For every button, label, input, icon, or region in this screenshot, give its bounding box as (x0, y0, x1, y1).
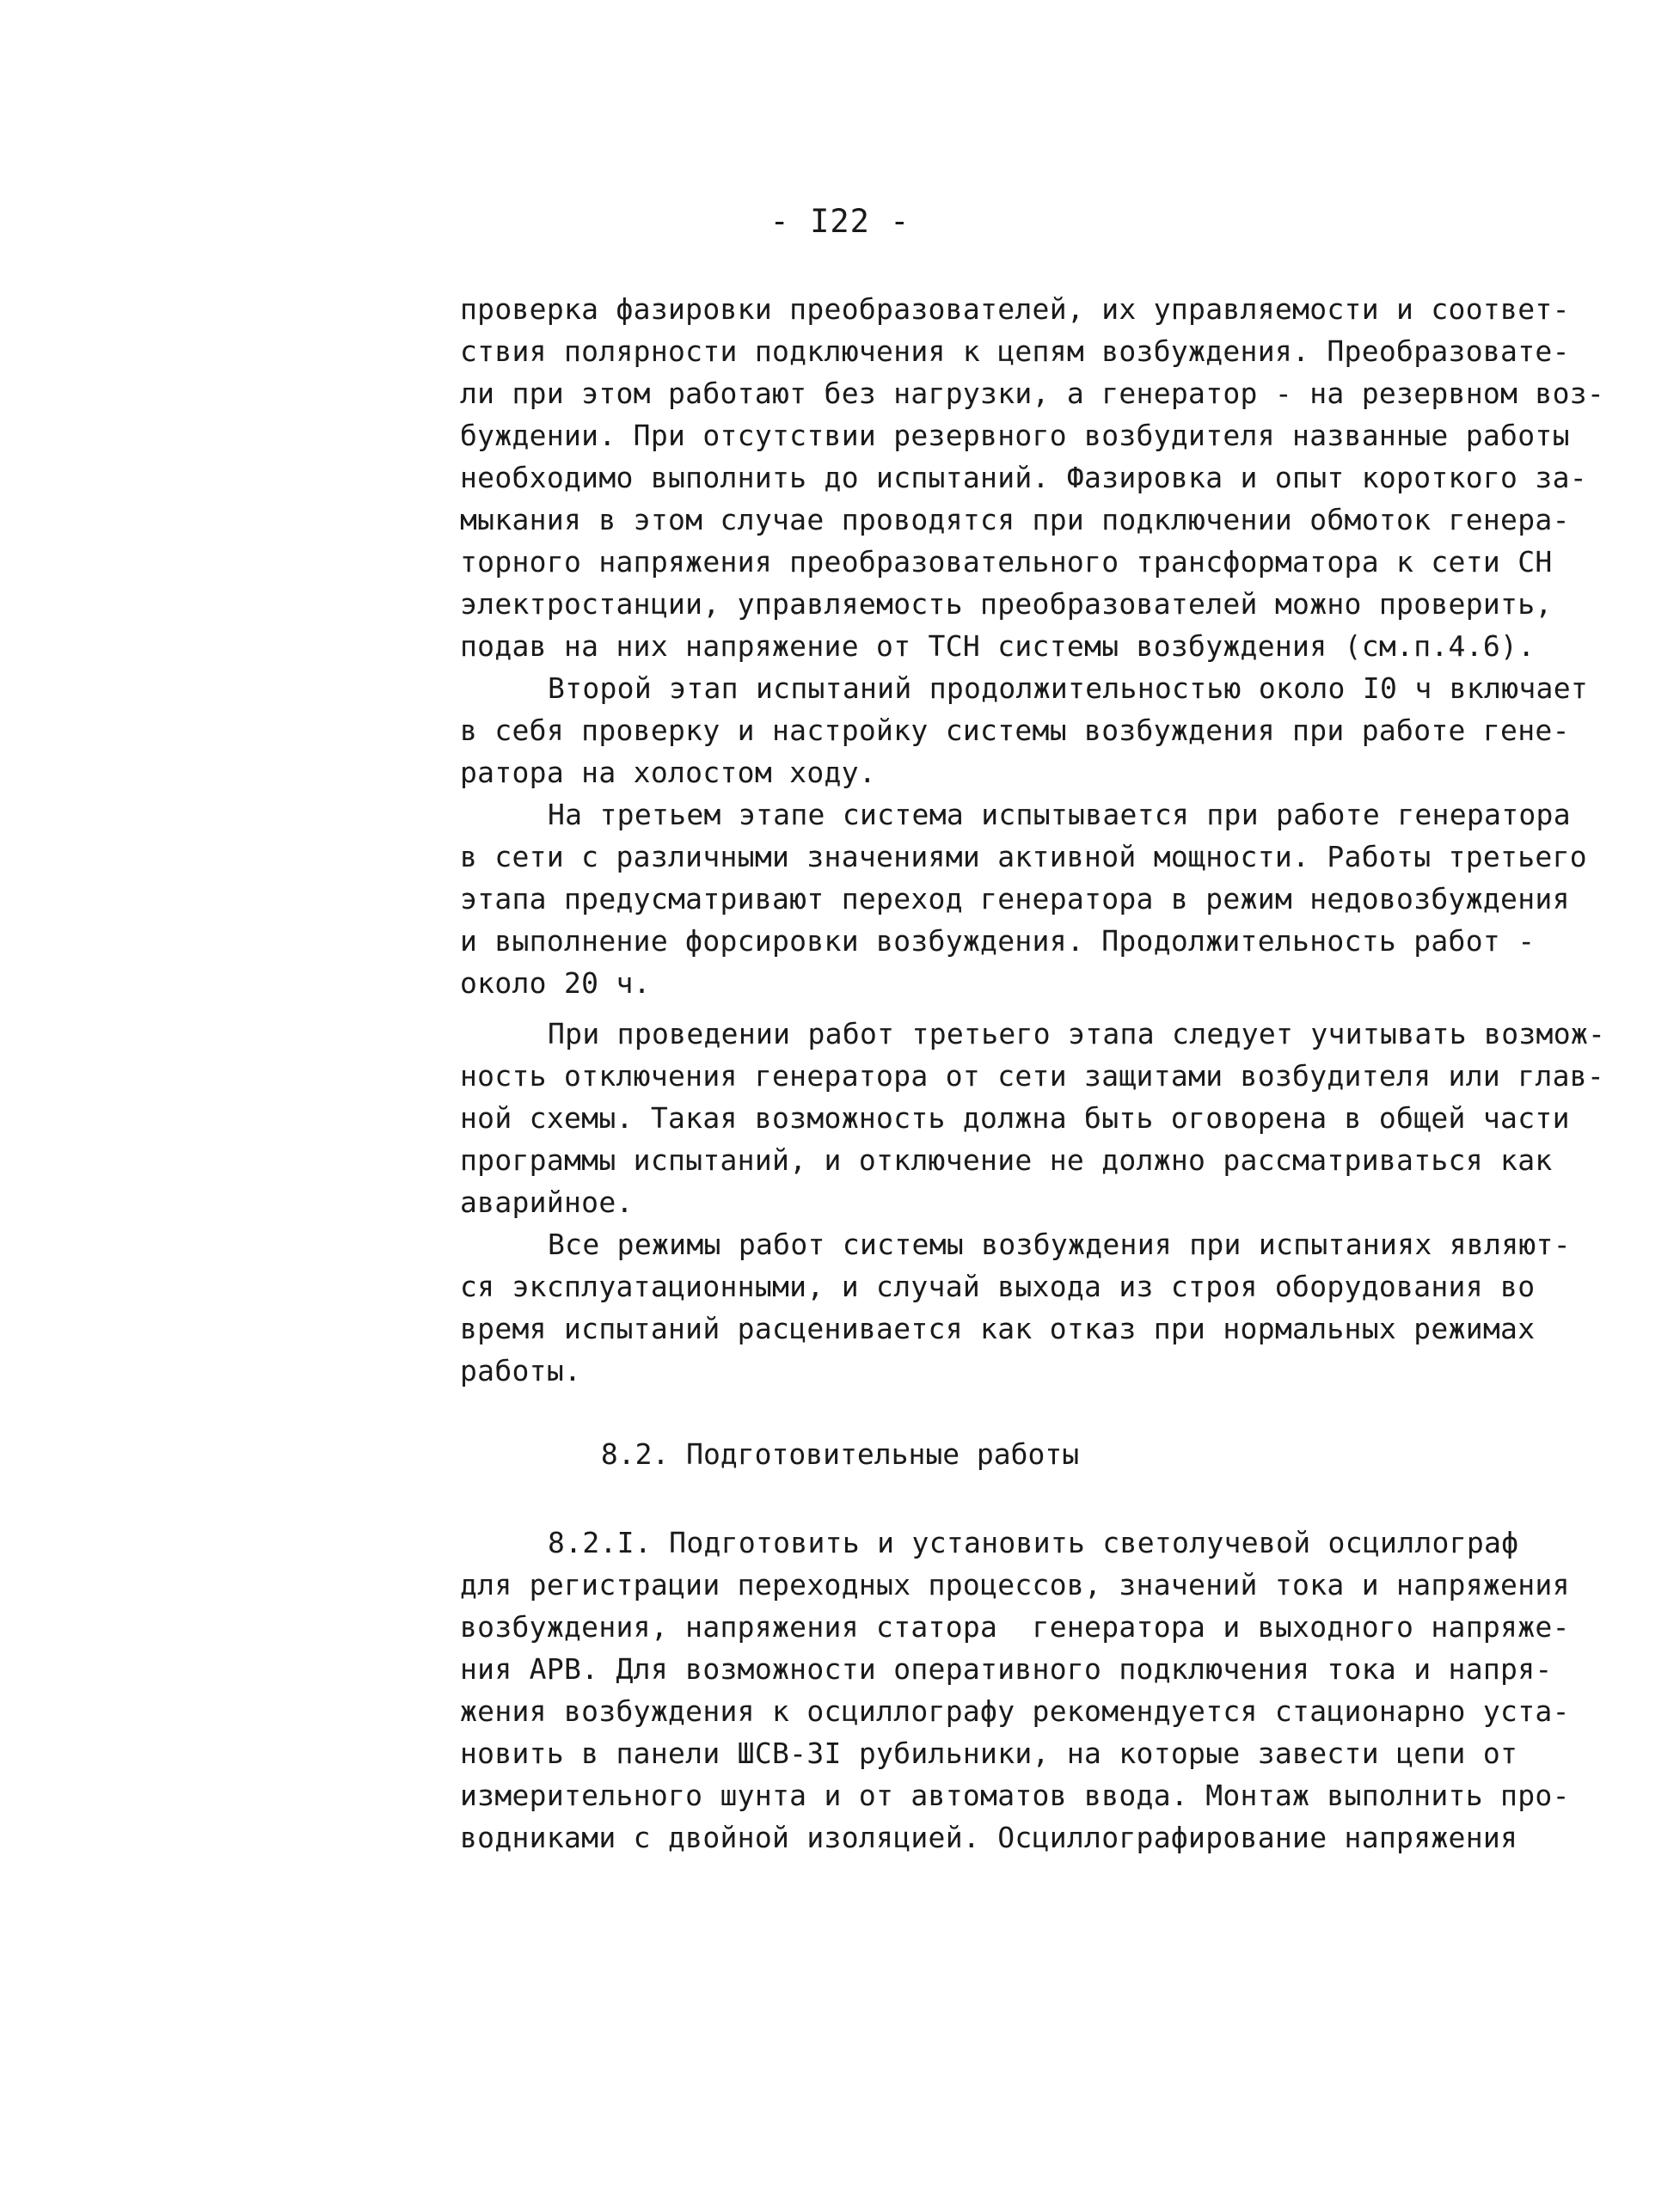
text-line: торного напряжения преобразовательного трансформатора к сети СН (460, 545, 1553, 579)
page-number: - I22 - (769, 203, 911, 240)
text-line: подав на них напряжение от ТСН системы возбуждения (см.п.4.6). (460, 629, 1536, 663)
text-line: необходимо выполнить до испытаний. Фазировка и опыт короткого за- (460, 461, 1587, 494)
text-line: ствия полярности подключения к цепям возбуждения. Преобразовате- (460, 334, 1570, 368)
text-line: ния АРВ. Для возможности оперативного подключения тока и напря- (460, 1652, 1553, 1686)
text-line: ли при этом работают без нагрузки, а генератор - на резервном воз- (460, 377, 1605, 410)
section-heading: 8.2. Подготовительные работы (600, 1437, 1080, 1471)
text-line: около 20 ч. (460, 966, 651, 1000)
text-line: Все режимы работ системы возбуждения при испытаниях являют- (548, 1228, 1571, 1261)
text-line: водниками с двойной изоляцией. Осциллографирование напряжения (460, 1821, 1518, 1854)
text-line: в себя проверку и настройку системы возбуждения при работе гене- (460, 714, 1570, 747)
text-line: 8.2.I. Подготовить и установить светолучевой осциллограф (548, 1526, 1519, 1559)
text-line: ся эксплуатационными, и случай выхода из строя оборудования во (460, 1270, 1536, 1303)
text-line: электростанции, управляемость преобразователей можно проверить, (460, 587, 1553, 621)
text-line: время испытаний расценивается как отказ при нормальных режимах (460, 1312, 1536, 1345)
text-line: При проведении работ третьего этапа следует учитывать возмож- (548, 1017, 1606, 1050)
text-line: в сети с различными значениями активной мощности. Работы третьего (460, 840, 1587, 873)
text-line: этапа предусматривают переход генератора в режим недовозбуждения (460, 882, 1570, 916)
text-line: буждении. При отсутствии резервного возбудителя названные работы (460, 419, 1570, 452)
text-line: проверка фазировки преобразователей, их управляемости и соответ- (460, 292, 1570, 326)
text-line: мыкания в этом случае проводятся при подключении обмоток генера- (460, 503, 1570, 536)
text-line: и выполнение форсировки возбуждения. Продолжительность работ - (460, 924, 1536, 958)
text-line: ной схемы. Такая возможность должна быть оговорена в общей части (460, 1101, 1570, 1135)
text-line: для регистрации переходных процессов, значений тока и напряжения (460, 1568, 1570, 1602)
text-line: ность отключения генератора от сети защитами возбудителя или глав- (460, 1059, 1605, 1093)
text-line: ратора на холостом ходу. (460, 756, 877, 789)
text-line: жения возбуждения к осциллографу рекомендуется стационарно уста- (460, 1694, 1570, 1728)
text-line: возбуждения, напряжения статора генератора и выходного напряже- (460, 1610, 1570, 1644)
text-line: измерительного шунта и от автоматов ввода. Монтаж выполнить про- (460, 1779, 1570, 1812)
text-line: новить в панели ШСВ-3I рубильники, на которые завести цепи от (460, 1736, 1518, 1770)
text-line: программы испытаний, и отключение не должно рассматриваться как (460, 1143, 1553, 1177)
text-line: работы. (460, 1354, 582, 1387)
text-line: На третьем этапе система испытывается при работе генератора (548, 798, 1571, 831)
text-line: аварийное. (460, 1185, 634, 1219)
text-line: Второй этап испытаний продолжительностью около I0 ч включает (548, 671, 1589, 705)
